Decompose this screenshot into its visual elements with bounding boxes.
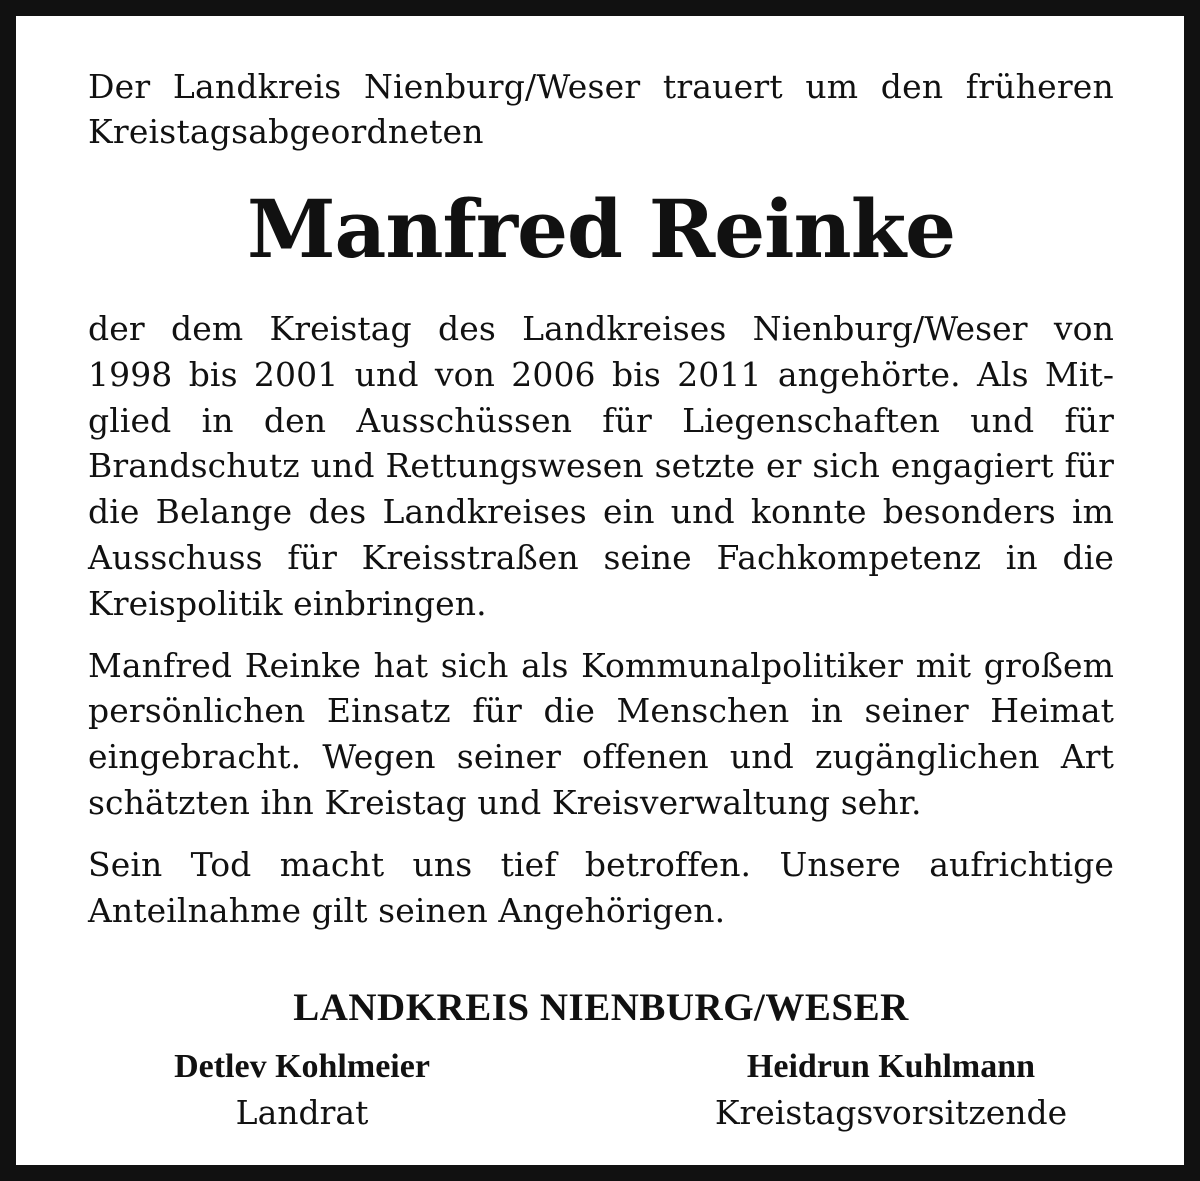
signatory-right [696,1044,1086,1136]
signatory-role: Kreistagsvorsitzende [714,1093,1068,1132]
signatory-role: Landrat [235,1093,369,1132]
signatory-name: Heidrun Kuhlmann [746,1048,1036,1085]
intro-text: Der Landkreis Nienburg/Weser trauert um den früheren Kreistagsabgeordneten [88,67,1114,151]
notice-content [88,64,1114,1132]
deceased-name: Manfred Reinke [246,182,956,276]
notice-body [88,306,1114,933]
organization-name: LANDKREIS NIENBURG/WESER [293,986,909,1029]
paragraph-tenure: der dem Kreistag des Landkreises Nienburg/Weser von 1998 bis 2001 und von 2006 bis 2011 angehörte. Als Mitglied in den Ausschüssen für Liegenschaften und für Brandschutz und Rettungswesen setzte er sich engagiert für die Belange des Landkreises ein und konnte besonders im Ausschuss für Kreisstraßen seine Fachkompetenz in die Kreispolitik einbringen. [88,309,1114,623]
paragraph-tribute: Manfred Reinke hat sich als Kommunalpolitiker mit großem persönlichen Einsatz für die Menschen in seiner Heimat eingebracht. Wegen seiner offenen und zugänglichen Art schätzten ihn Kreistag und Kreisverwaltung sehr. [88,645,1114,822]
signatory-name: Detlev Kohlmeier [174,1048,430,1085]
signatory-left [122,1044,482,1136]
paragraph-condolence: Sein Tod macht uns tief betroffen. Unsere aufrichtige Anteilnahme gilt seinen Angehörigen. [88,844,1114,930]
